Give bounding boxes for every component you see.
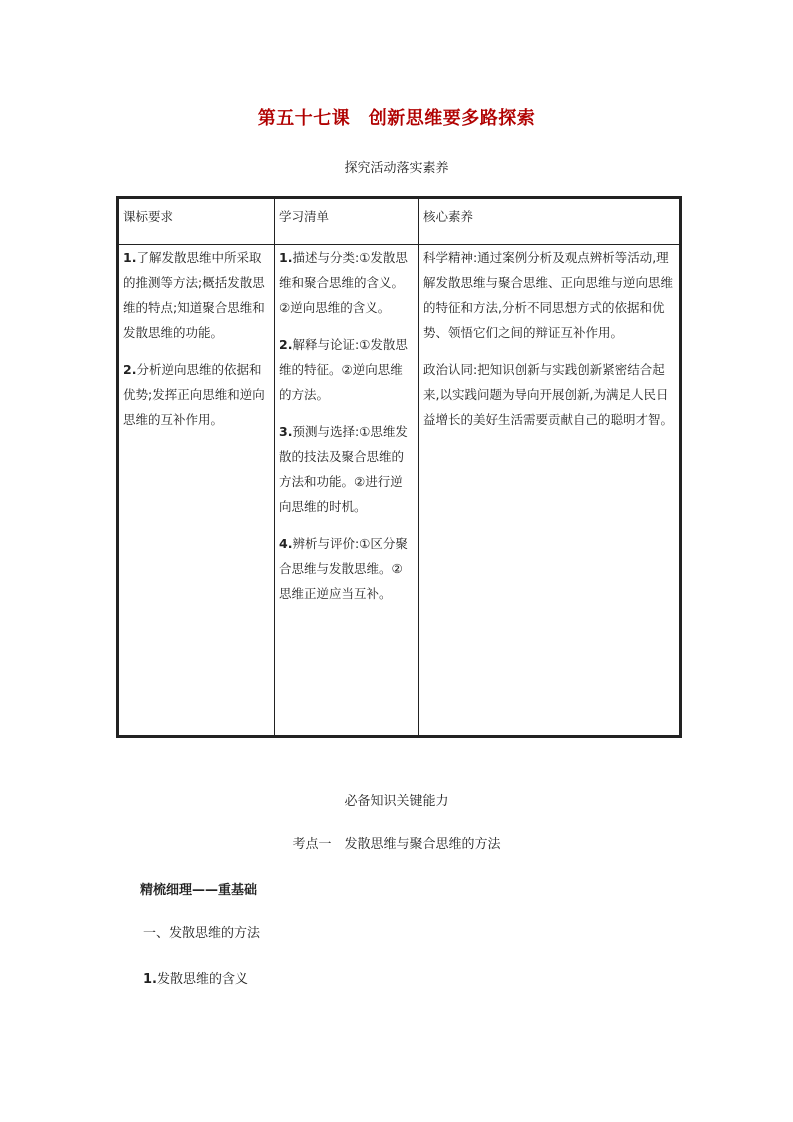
study-item: 3.预测与选择:①思维发散的技法及聚合思维的方法和功能。②进行逆向思维的时机。	[279, 424, 408, 514]
header-core-literacy: 核心素养	[419, 198, 681, 245]
study-item: 4.辨析与评价:①区分聚合思维与发散思维。②思维正逆应当互补。	[279, 536, 408, 601]
page-subtitle: 探究活动落实素养	[344, 161, 449, 176]
literacy-item: 政治认同:把知识创新与实践创新紧密结合起来,以实践问题为导向开展创新,为满足人民日益增长的美好生活需要贡献自己的聪明才智。	[423, 362, 674, 427]
section-heading: 必备知识关键能力	[344, 794, 449, 809]
header-study-list: 学习清单	[275, 198, 419, 245]
bold-heading: 精梳细理——重基础	[140, 883, 258, 898]
study-item: 2.解释与论证:①发散思维的特征。②逆向思维的方法。	[279, 337, 408, 402]
outline-item: 一、发散思维的方法	[143, 926, 261, 941]
curriculum-cell	[118, 245, 275, 737]
curriculum-item: 2.分析逆向思维的依据和优势;发挥正向思维和逆向思维的互补作用。	[123, 362, 265, 427]
section-subheading: 考点一 发散思维与聚合思维的方法	[292, 837, 501, 852]
outline-subitem: 1.发散思维的含义	[143, 972, 248, 987]
page-title: 第五十七课 创新思维要多路探索	[257, 108, 536, 129]
header-curriculum: 课标要求	[118, 198, 275, 245]
core-literacy-cell	[419, 245, 681, 737]
study-list-cell	[275, 245, 419, 737]
table-row	[118, 245, 681, 737]
study-item: 1.描述与分类:①发散思维和聚合思维的含义。②逆向思维的含义。	[279, 250, 408, 315]
literacy-item: 科学精神:通过案例分析及观点辨析等活动,理解发散思维与聚合思维、正向思维与逆向思维的特征和方法,分析不同思想方式的依据和优势、领悟它们之间的辩证互补作用。	[423, 250, 674, 340]
table-header-row	[118, 198, 681, 245]
requirements-table	[116, 196, 682, 738]
curriculum-item: 1.了解发散思维中所采取的推测等方法;概括发散思维的特点;知道聚合思维和发散思维的功能。	[123, 250, 265, 340]
